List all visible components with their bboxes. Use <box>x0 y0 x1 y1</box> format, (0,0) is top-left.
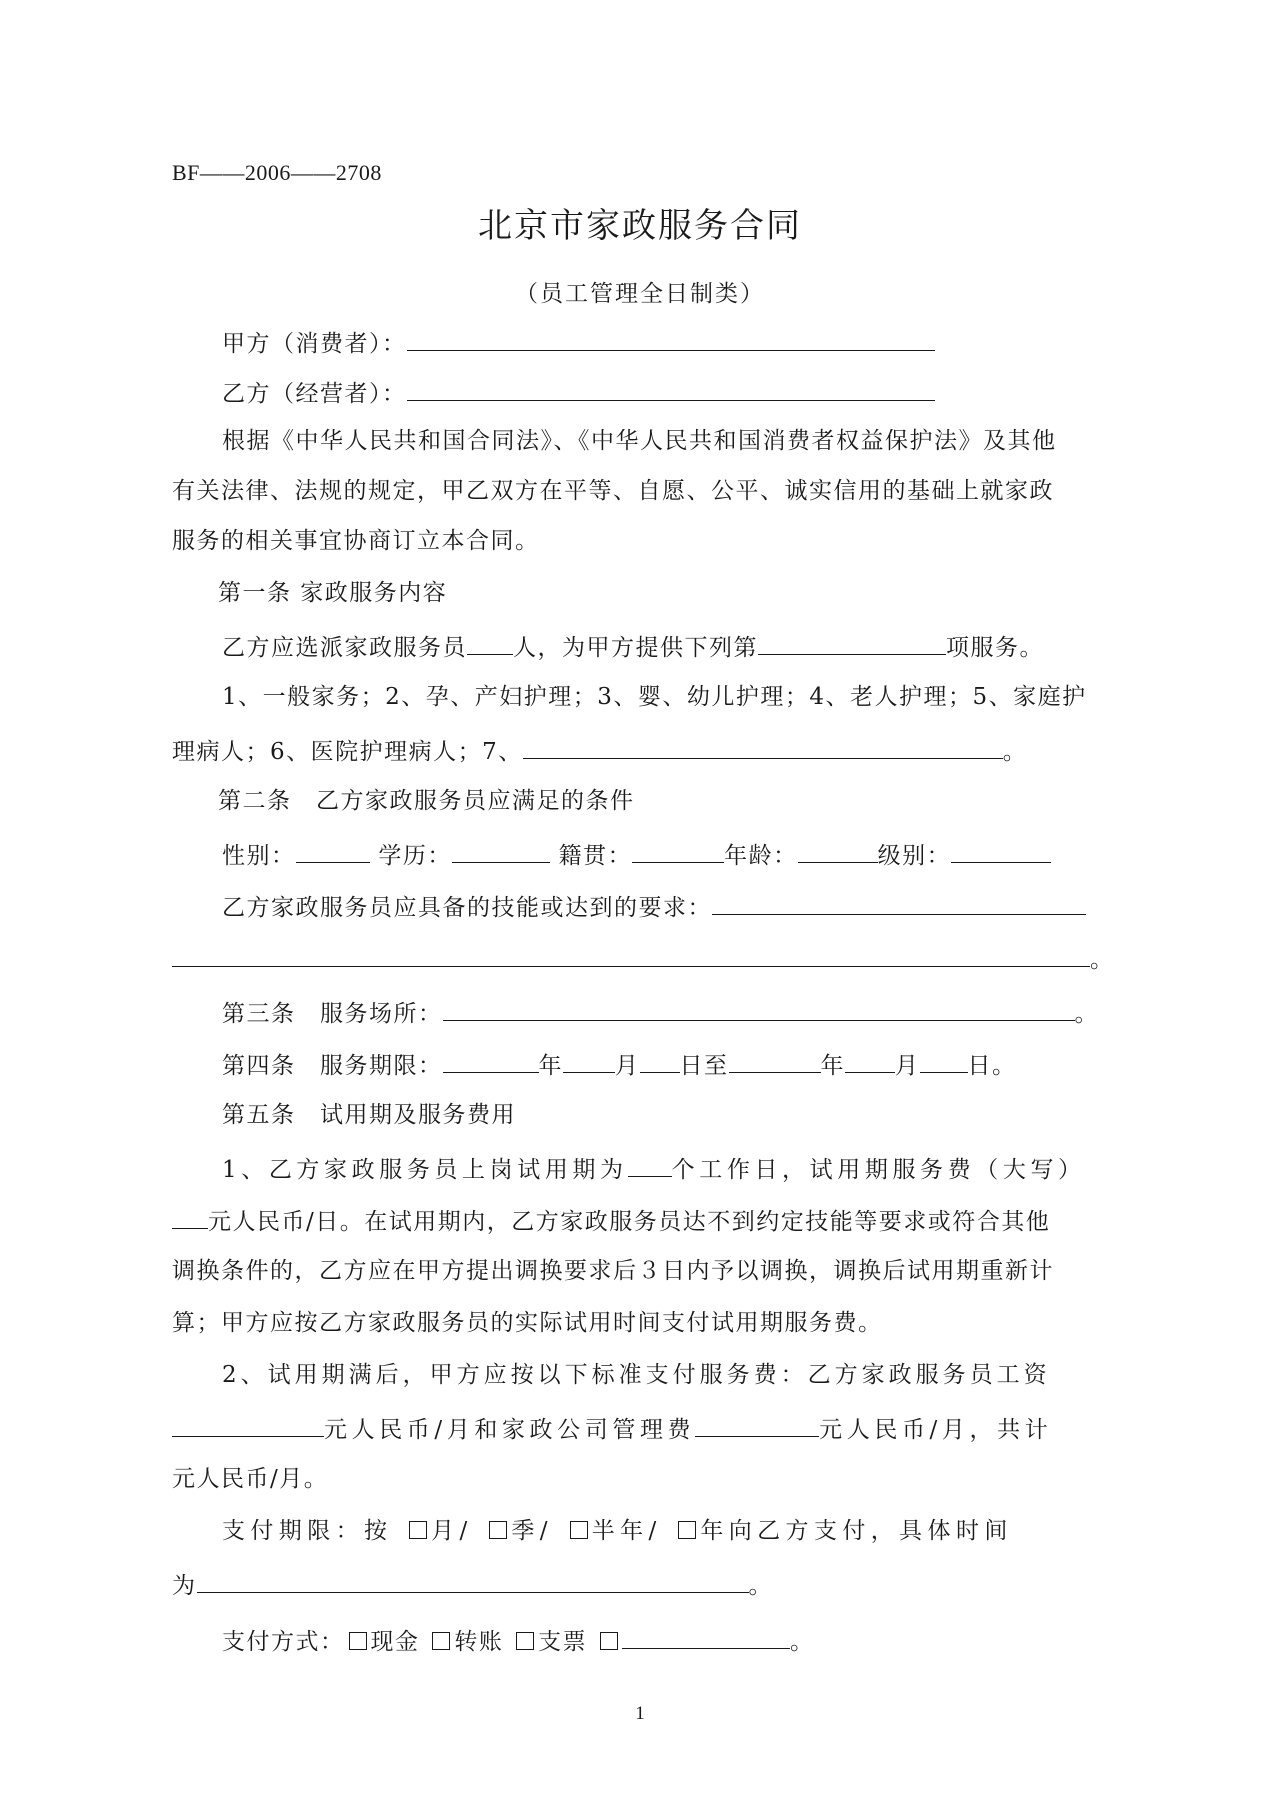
start-month-unit: 月 <box>615 1053 640 1079</box>
payment-method-label: 支付方式： <box>222 1629 345 1655</box>
education-label: 学历： <box>378 843 452 869</box>
age-field[interactable] <box>798 838 878 863</box>
page-subtitle: （员工管理全日制类） <box>515 281 765 307</box>
end-day-field[interactable] <box>920 1048 968 1073</box>
monthly-checkbox[interactable] <box>409 1521 427 1539</box>
article-5-p2-line-1: 2、试用期满后，甲方应按以下标准支付服务费：乙方家政服务员工资 <box>222 1362 1051 1388</box>
staff-count-field[interactable] <box>467 630 513 655</box>
gender-label: 性别： <box>222 843 296 869</box>
article-5-p1-line-3: 调换条件的，乙方应在甲方提出调换要求后３日内予以调换，调换后试用期重新计 <box>172 1258 1054 1284</box>
article-5-heading-line <box>222 1100 1112 1130</box>
article-1-heading: 第一条 家政服务内容 <box>218 580 448 606</box>
article-5-p1-line-4: 算；甲方应按乙方家政服务员的实际试用时间支付试用期服务费。 <box>172 1310 883 1336</box>
article-4-line <box>222 1048 1112 1081</box>
party-b-field[interactable] <box>407 376 935 401</box>
origin-label: 籍贯： <box>558 843 633 869</box>
start-day-field[interactable] <box>640 1048 680 1073</box>
transfer-checkbox[interactable] <box>432 1632 450 1650</box>
payment-time-field[interactable] <box>197 1568 749 1593</box>
half-year-label: 半年/ <box>591 1518 662 1544</box>
origin-field[interactable] <box>632 838 724 863</box>
wage-field[interactable] <box>172 1412 324 1437</box>
payment-term-line <box>222 1516 1112 1546</box>
preamble-line-1: 根据《中华人民共和国合同法》、《中华人民共和国消费者权益保护法》及其他 <box>222 428 1057 454</box>
article-5-p1-line-1 <box>222 1152 1112 1185</box>
page-title: 北京市家政服务合同 <box>478 206 802 246</box>
end-year-field[interactable] <box>729 1048 821 1073</box>
cheque-label: 支票 <box>538 1629 588 1655</box>
level-field[interactable] <box>951 838 1051 863</box>
article-5-p2-line-2 <box>172 1412 1112 1445</box>
cash-checkbox[interactable] <box>349 1632 367 1650</box>
skills-label: 乙方家政服务员应具备的技能或达到的要求： <box>222 895 712 921</box>
quarterly-label: 季/ <box>511 1518 553 1544</box>
age-label: 年龄： <box>724 843 798 869</box>
party-b-label: 乙方（经营者）： <box>222 381 407 407</box>
skills-field[interactable] <box>712 890 1086 915</box>
article-1-period: 。 <box>1002 739 1028 765</box>
page-number: 1 <box>635 1703 645 1724</box>
level-label: 级别： <box>877 843 952 869</box>
quarterly-checkbox[interactable] <box>489 1521 507 1539</box>
total-text: 元人民币/月，共计 <box>819 1417 1053 1443</box>
article-2-skills-cont <box>172 942 1115 975</box>
payment-term-line-2 <box>172 1568 1112 1601</box>
payment-method-period: 。 <box>789 1629 815 1655</box>
article-5-title: 试用期及服务费用 <box>320 1102 516 1128</box>
article-1-line-2: 1、一般家务；2、孕、产妇护理；3、婴、幼儿护理；4、老人护理；5、家庭护 <box>222 684 1087 710</box>
article-3-period: 。 <box>1074 1001 1099 1027</box>
payment-term-label: 支付期限：按 <box>222 1518 393 1544</box>
payment-method-line <box>222 1624 1112 1657</box>
payment-term-period: 。 <box>748 1573 773 1599</box>
article-1-text-c: 项服务。 <box>946 635 1044 661</box>
end-year-unit: 年 <box>820 1053 845 1079</box>
yearly-label: 年向乙方支付，具体时间 <box>700 1518 1013 1544</box>
party-a-line <box>222 326 1112 359</box>
other-method-field[interactable] <box>622 1624 790 1649</box>
skills-field-cont[interactable] <box>172 942 1090 967</box>
article-5-p1-line-2 <box>172 1204 1112 1237</box>
probation-text-b: 个工作日，试用期服务费（大写） <box>671 1157 1086 1183</box>
article-2-skills <box>222 890 1112 923</box>
payment-term-text: 为 <box>172 1573 197 1599</box>
probation-days-field[interactable] <box>628 1152 672 1177</box>
end-day-unit: 日。 <box>967 1053 1017 1079</box>
wage-text: 元人民币/月和家政公司管理费 <box>324 1417 696 1443</box>
document-code: BF——2006——2708 <box>172 160 382 185</box>
service-location-label: 服务场所： <box>320 1001 443 1027</box>
probation-text-c: 元人民币/日。在试用期内，乙方家政服务员达不到约定技能等要求或符合其他 <box>208 1209 1051 1235</box>
start-year-unit: 年 <box>538 1053 563 1079</box>
cheque-checkbox[interactable] <box>516 1632 534 1650</box>
end-month-unit: 月 <box>895 1053 920 1079</box>
yearly-checkbox[interactable] <box>678 1521 696 1539</box>
article-4-heading: 第四条 <box>222 1053 296 1079</box>
article-1-text-d: 理病人；6、医院护理病人；7、 <box>172 739 523 765</box>
monthly-label: 月/ <box>431 1518 473 1544</box>
transfer-label: 转账 <box>454 1629 504 1655</box>
service-items-field[interactable] <box>758 630 946 655</box>
preamble-line-2: 有关法律、法规的规定，甲乙双方在平等、自愿、公平、诚实信用的基础上就家政 <box>172 478 1054 504</box>
article-2-requirements <box>222 838 1112 871</box>
article-1-line-3 <box>172 734 1112 767</box>
article-5-heading: 第五条 <box>222 1102 296 1128</box>
service-period-label: 服务期限： <box>320 1053 443 1079</box>
party-b-line <box>222 376 1112 409</box>
article-2-heading: 第二条 乙方家政服务员应满足的条件 <box>218 788 635 814</box>
preamble-line-3: 服务的相关事宜协商订立本合同。 <box>172 528 540 554</box>
cash-label: 现金 <box>370 1629 420 1655</box>
probation-text-a: 1、乙方家政服务员上岗试用期为 <box>222 1157 628 1183</box>
start-day-unit: 日至 <box>679 1053 729 1079</box>
other-service-field[interactable] <box>523 734 1003 759</box>
article-1-line-1 <box>222 630 1112 663</box>
service-location-field[interactable] <box>443 996 1075 1021</box>
gender-field[interactable] <box>296 838 370 863</box>
party-a-field[interactable] <box>407 326 935 351</box>
article-3-line <box>222 996 1112 1029</box>
article-1-text-b: 人，为甲方提供下列第 <box>513 635 758 661</box>
article-3-heading: 第三条 <box>222 1001 296 1027</box>
other-method-checkbox[interactable] <box>600 1632 618 1650</box>
article-1-text-a: 乙方应选派家政服务员 <box>222 635 467 661</box>
education-field[interactable] <box>452 838 550 863</box>
party-a-label: 甲方（消费者）： <box>222 331 407 357</box>
management-fee-field[interactable] <box>695 1412 819 1437</box>
start-year-field[interactable] <box>443 1048 539 1073</box>
half-year-checkbox[interactable] <box>570 1521 588 1539</box>
probation-fee-field[interactable] <box>172 1204 208 1229</box>
start-month-field[interactable] <box>563 1048 615 1073</box>
article-2-period: 。 <box>1090 947 1115 973</box>
article-5-p2-line-3: 元人民币/月。 <box>172 1466 329 1492</box>
end-month-field[interactable] <box>845 1048 895 1073</box>
